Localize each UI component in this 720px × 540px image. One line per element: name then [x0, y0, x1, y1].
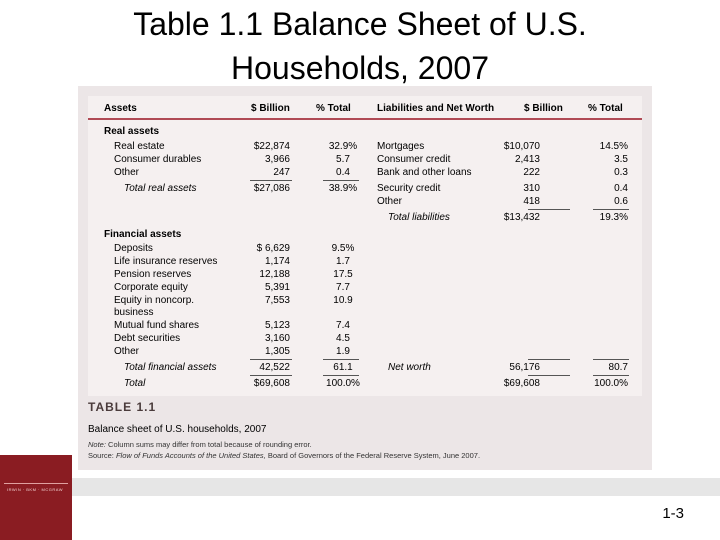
row-asset-label: Equity in noncorp.: [114, 295, 195, 306]
header-pct-liabilities: % Total: [588, 103, 623, 114]
sum-rule: [528, 375, 570, 376]
row-liability-value: 222: [523, 167, 540, 178]
row-liability-label: Consumer credit: [377, 154, 451, 165]
slide-title: [40, 2, 680, 90]
row-asset-pct: 7.4: [336, 320, 350, 331]
row-liability-pct: 3.5: [614, 154, 628, 165]
table-row: [88, 282, 642, 295]
sum-rule: [323, 375, 359, 376]
row-liability-value: 310: [523, 183, 540, 194]
header-pct-assets: % Total: [316, 103, 351, 114]
row-asset-pct: 32.9%: [328, 141, 358, 152]
table-row: [88, 167, 642, 180]
row-liability-label: Security credit: [377, 183, 441, 194]
sum-rule: [593, 209, 629, 210]
row-liability-label: Bank and other loans: [377, 167, 472, 178]
source-text: Board of Governors of the Federal Reserve System, June 2007.: [265, 451, 481, 460]
row-asset-value: $27,086: [253, 183, 290, 194]
row-liability-value: 56,176: [509, 362, 540, 373]
row-asset-value: 42,522: [259, 362, 290, 373]
row-asset-pct: 100.0%: [326, 378, 360, 389]
row-liability-label: Net worth: [388, 362, 431, 373]
row-asset-label: Total financial assets: [124, 362, 217, 373]
row-asset-label: Other: [114, 346, 140, 357]
row-asset-pct: 9.5%: [331, 243, 355, 254]
row-liability-value: 2,413: [514, 154, 540, 165]
row-liability-value: $10,070: [503, 141, 540, 152]
sum-rule: [593, 375, 629, 376]
source-title: Flow of Funds Accounts of the United States,: [113, 451, 266, 460]
sum-rule: [528, 359, 570, 360]
row-asset-label: Consumer durables: [114, 154, 202, 165]
row-liability-pct: 0.3: [614, 167, 628, 178]
table-source: [88, 451, 480, 460]
sum-rule: [250, 180, 292, 181]
row-liability-pct: 0.6: [614, 196, 628, 207]
header-assets: Assets: [104, 103, 137, 114]
row-asset-value: 247: [273, 167, 290, 178]
row-asset-value: 7,553: [264, 295, 290, 306]
header-billion-assets: $ Billion: [251, 103, 290, 114]
table-row: [88, 212, 642, 225]
note-text: Column sums may differ from total because of rounding error.: [105, 440, 312, 449]
row-asset-value: 1,174: [264, 256, 290, 267]
row-asset-pct: 1.7: [336, 256, 350, 267]
table-caption-title: Balance sheet of U.S. households, 2007: [88, 424, 267, 435]
table-row: [88, 154, 642, 167]
table-row: [88, 320, 642, 333]
table-header-row: [88, 96, 642, 120]
page-number: 1-3: [662, 505, 684, 522]
row-asset-label: business: [114, 307, 154, 318]
row-asset-value: 3,160: [264, 333, 290, 344]
row-asset-label: Total real assets: [124, 183, 197, 194]
row-asset-pct: 4.5: [336, 333, 350, 344]
logo-text: IRWIN · BKM · MCGRAW: [7, 487, 63, 492]
real-assets-heading: Real assets: [104, 126, 160, 137]
row-asset-label: Deposits: [114, 243, 153, 254]
table-row: [88, 243, 642, 256]
row-asset-pct: 5.7: [336, 154, 350, 165]
row-liability-value: $69,608: [503, 378, 540, 389]
row-asset-value: 5,391: [264, 282, 290, 293]
table-note: [88, 440, 312, 449]
row-asset-value: 12,188: [259, 269, 290, 280]
logo-rule: [4, 483, 68, 484]
row-liability-label: Other: [377, 196, 403, 207]
source-lead: Source:: [88, 451, 114, 460]
table-row: [88, 307, 642, 320]
row-liability-label: Mortgages: [377, 141, 425, 152]
row-liability-pct: 100.0%: [594, 378, 628, 389]
row-asset-pct: 1.9: [336, 346, 350, 357]
sum-rule: [250, 359, 292, 360]
sum-rule: [593, 359, 629, 360]
header-billion-liabilities: $ Billion: [524, 103, 563, 114]
row-liability-pct: 0.4: [614, 183, 628, 194]
slide-title-line-2: Households, 2007: [231, 50, 489, 86]
sum-rule: [323, 359, 359, 360]
row-asset-label: Mutual fund shares: [114, 320, 200, 331]
row-asset-value: 3,966: [264, 154, 290, 165]
table-row: [88, 378, 642, 391]
sum-rule: [250, 375, 292, 376]
table-row: [88, 362, 642, 375]
row-asset-value: 1,305: [264, 346, 290, 357]
table-row: [88, 183, 642, 196]
row-asset-value: $22,874: [253, 141, 290, 152]
row-asset-value: $69,608: [253, 378, 290, 389]
table-row: [88, 333, 642, 346]
row-asset-label: Life insurance reserves: [114, 256, 218, 267]
footer-band: [0, 478, 720, 496]
table-row: [88, 346, 642, 359]
balance-sheet-table: [88, 96, 642, 396]
table-row: [88, 141, 642, 154]
row-asset-pct: 0.4: [336, 167, 350, 178]
row-asset-label: Real estate: [114, 141, 165, 152]
row-asset-label: Debt securities: [114, 333, 181, 344]
note-lead: Note:: [88, 440, 106, 449]
row-liability-value: $13,432: [503, 212, 540, 223]
row-asset-pct: 7.7: [336, 282, 350, 293]
row-asset-label: Other: [114, 167, 140, 178]
row-asset-label: Corporate equity: [114, 282, 188, 293]
row-asset-pct: 38.9%: [328, 183, 358, 194]
row-liability-pct: 14.5%: [599, 141, 628, 152]
row-asset-pct: 61.1: [333, 362, 353, 373]
publisher-logo: [0, 455, 72, 540]
financial-assets-heading: Financial assets: [104, 229, 182, 240]
row-asset-pct: 17.5: [333, 269, 353, 280]
sum-rule: [323, 180, 359, 181]
header-liabilities: Liabilities and Net Worth: [377, 103, 495, 114]
table-row: [88, 256, 642, 269]
row-liability-pct: 80.7: [608, 362, 628, 373]
row-asset-label: Total: [124, 378, 146, 389]
row-liability-value: 418: [523, 196, 540, 207]
table-label: TABLE 1.1: [88, 400, 157, 414]
row-liability-label: Total liabilities: [388, 212, 450, 223]
row-asset-value: 5,123: [264, 320, 290, 331]
table-row: [88, 269, 642, 282]
table-row: [88, 196, 642, 209]
row-asset-label: Pension reserves: [114, 269, 192, 280]
table-figure: [78, 86, 652, 470]
slide-title-line-1: Table 1.1 Balance Sheet of U.S.: [133, 6, 587, 42]
row-asset-value: $ 6,629: [256, 243, 290, 254]
row-asset-pct: 10.9: [333, 295, 353, 306]
sum-rule: [528, 209, 570, 210]
row-liability-pct: 19.3%: [599, 212, 628, 223]
